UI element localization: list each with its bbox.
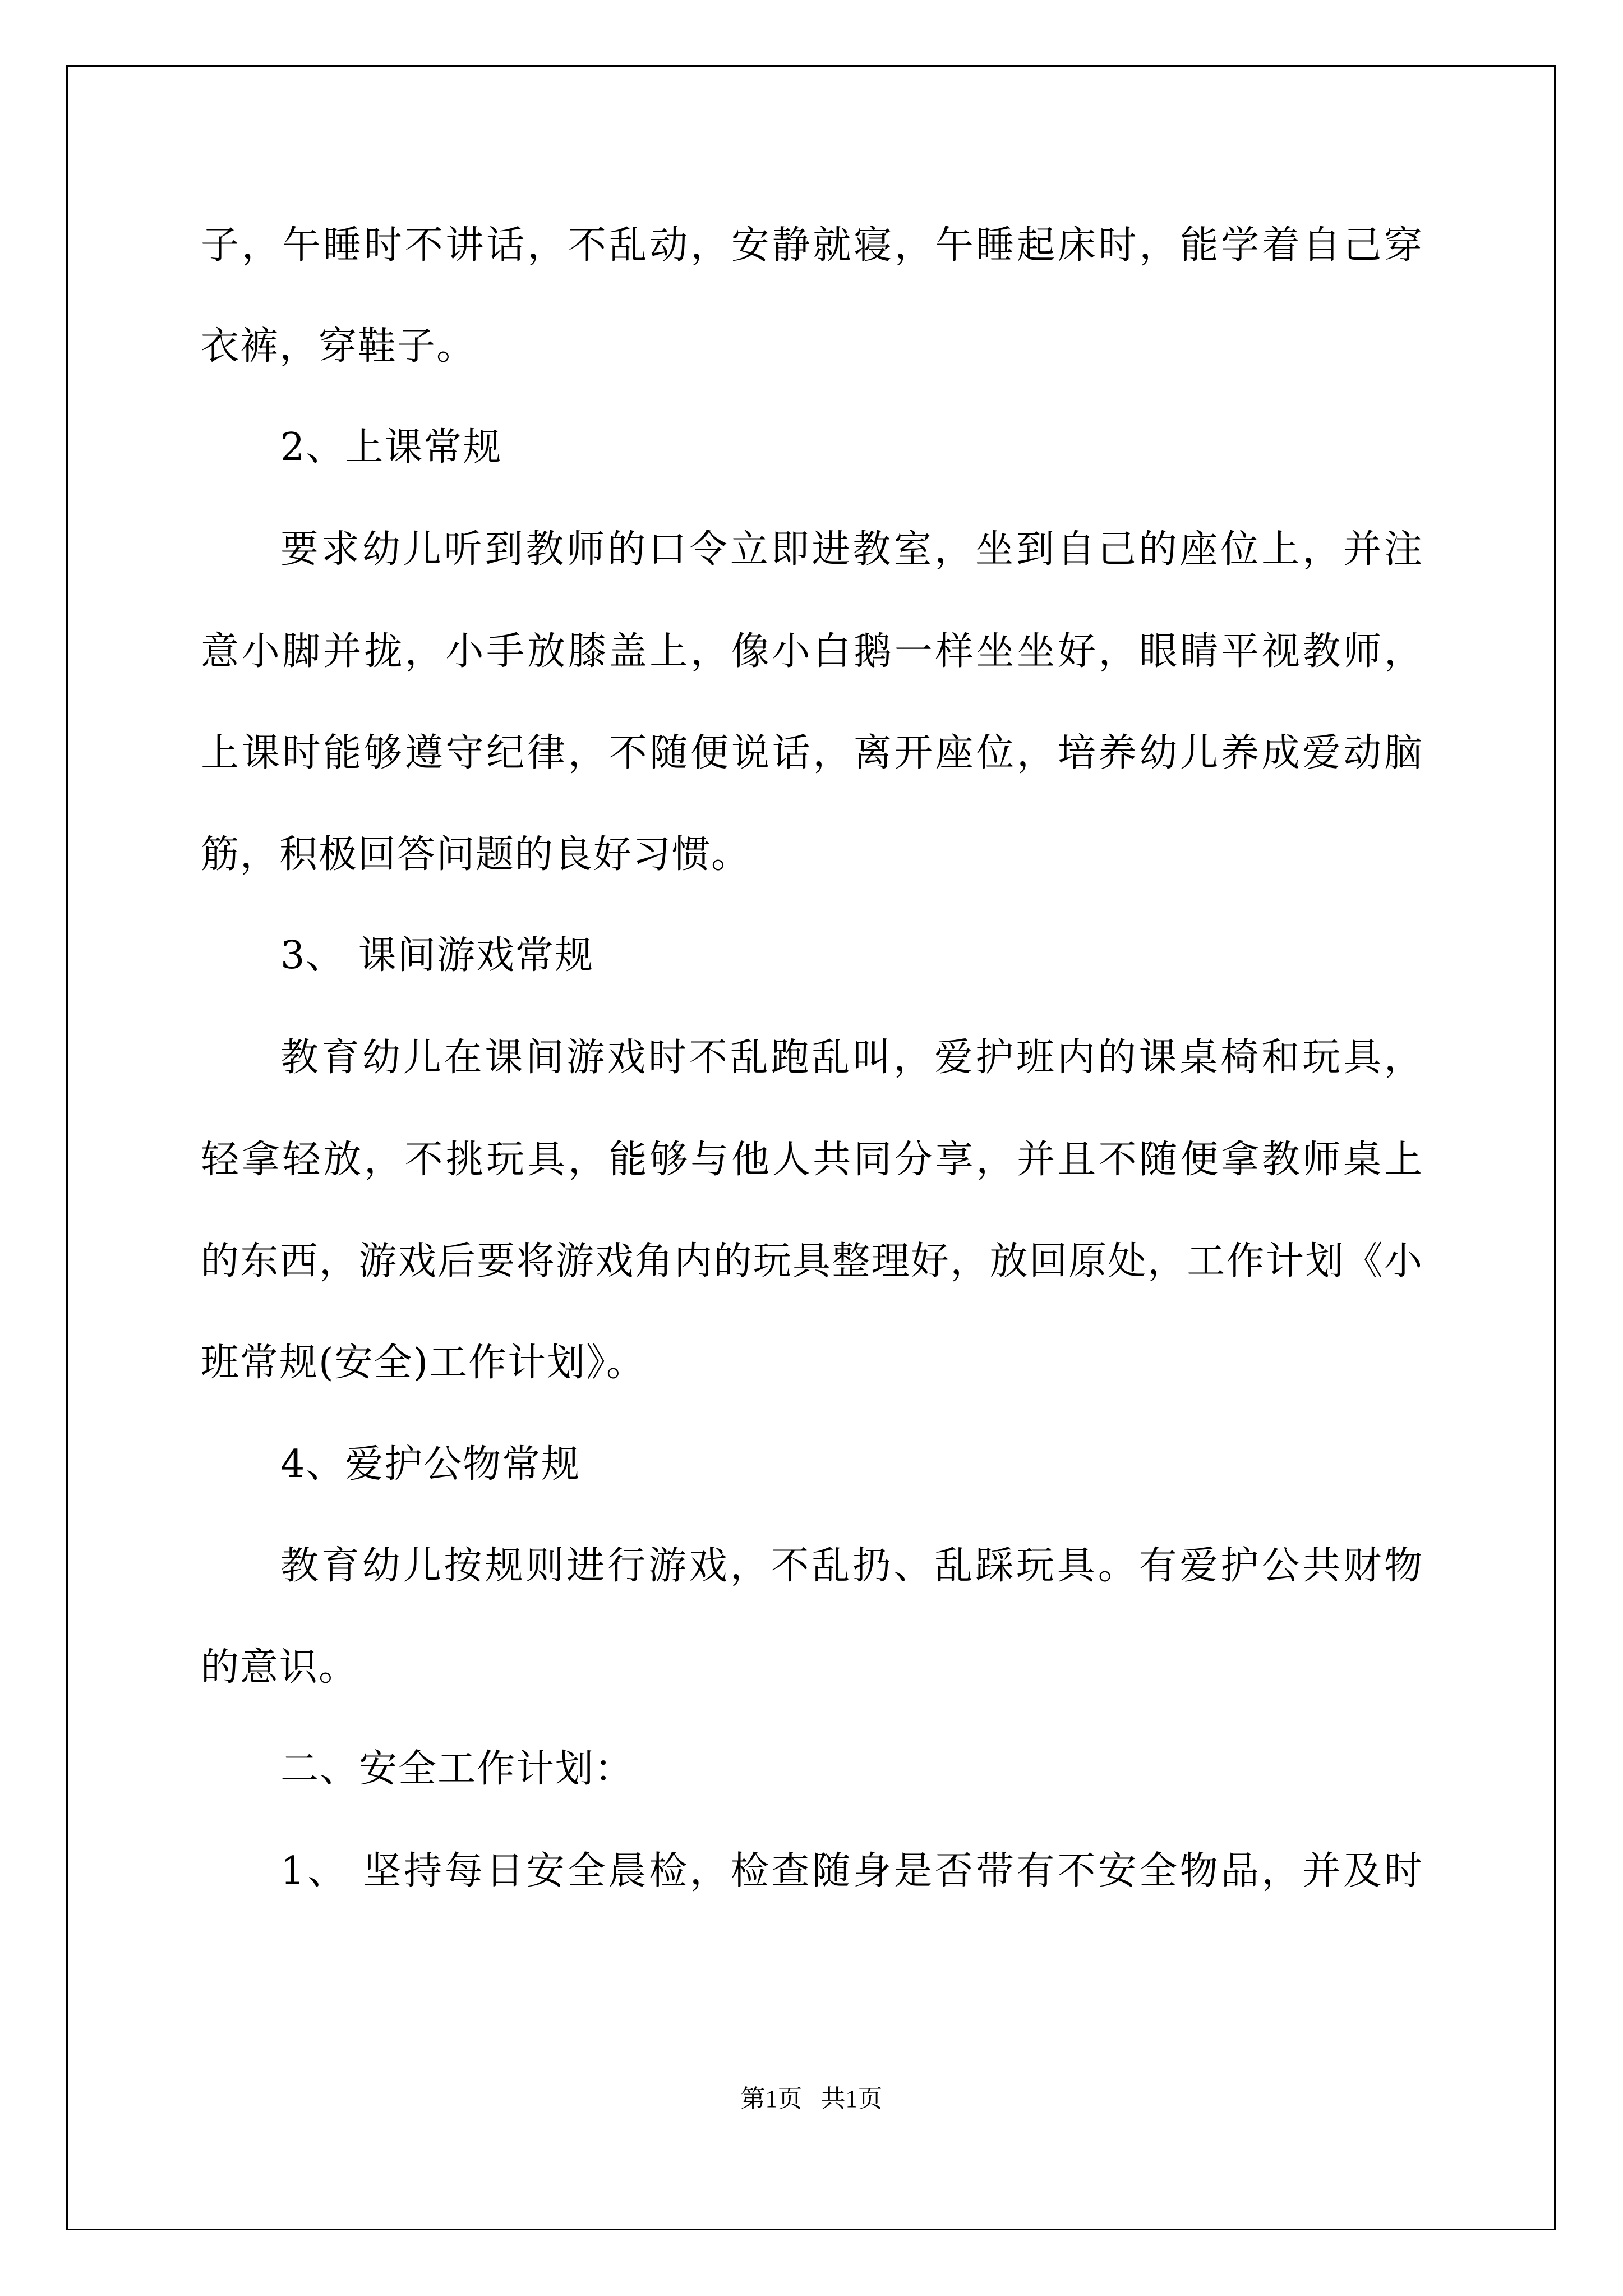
text-line-12: 班常规(安全)工作计划》。 [201,1341,646,1385]
text-line-9: 教育幼儿在课间游戏时不乱跑乱叫，爱护班内的课桌椅和玩具， [280,1036,1423,1080]
text-line-6: 上课时能够遵守纪律，不随便说话，离开座位，培养幼儿养成爱动脑 [201,731,1423,775]
text-line-15: 的意识。 [201,1645,358,1690]
text-line-7: 筋，积极回答问题的良好习惯。 [201,832,751,877]
footer-page-number: 第1页 [740,2085,803,2113]
section-heading-public-property: 4、爱护公物常规 [280,1442,581,1487]
section-heading-safety-plan: 二、安全工作计划： [280,1747,634,1791]
footer-total-pages: 共1页 [820,2085,883,2113]
page-footer [0,2082,1623,2116]
text-line-1: 子，午睡时不讲话，不乱动，安静就寝，午睡起床时，能学着自己穿 [201,223,1423,268]
text-line-4: 要求幼儿听到教师的口令立即进教室，坐到自己的座位上，并注 [280,527,1423,572]
section-heading-class-rules: 2、上课常规 [280,425,502,470]
text-line-14: 教育幼儿按规则进行游戏，不乱扔、乱踩玩具。有爱护公共财物 [280,1544,1423,1588]
section-heading-recess-games: 3、 课间游戏常规 [280,933,594,978]
text-line-2: 衣裤，穿鞋子。 [201,324,476,369]
text-line-10: 轻拿轻放，不挑玩具，能够与他人共同分享，并且不随便拿教师桌上 [201,1138,1423,1182]
text-line-17: 1、 坚持每日安全晨检，检查随身是否带有不安全物品，并及时 [280,1849,1423,1893]
text-line-5: 意小脚并拢，小手放膝盖上，像小白鹅一样坐坐好，眼睛平视教师， [201,629,1423,674]
text-line-11: 的东西，游戏后要将游戏角内的玩具整理好，放回原处，工作计划《小 [201,1239,1423,1283]
